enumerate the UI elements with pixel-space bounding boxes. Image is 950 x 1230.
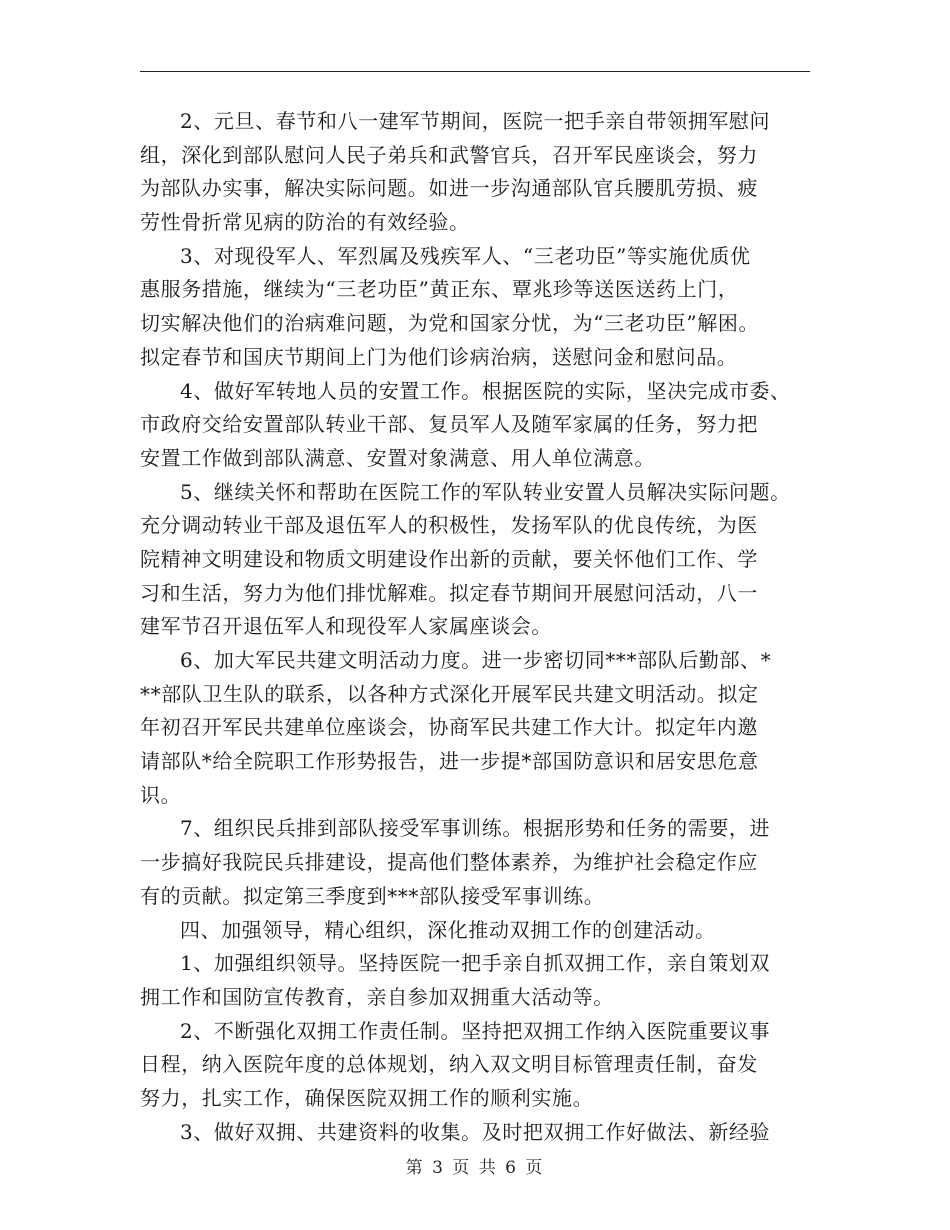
document-body [140,105,820,1149]
text-line: 3、对现役军人、军烈属及残疾军人、“三老功臣”等实施优质优 [180,243,751,268]
text-line: 劳性骨折常见病的防治的有效经验。 [140,210,470,235]
text-line: 1、加强组织领导。坚持医院一把手亲自抓双拥工作，亲自策划双 [180,951,771,976]
text-line: 惠服务措施，继续为“三老功臣”黄正东、覃兆珍等送医送药上门， [140,277,739,302]
text-line: 6、加大军民共建文明活动力度。进一步密切同***部队后勤部、* [180,648,772,672]
text-line: 院精神文明建设和物质文明建设作出新的贡献，要关怀他们工作、学 [140,546,758,571]
text-line: 组，深化到部队慰问人民子弟兵和武警官兵，召开军民座谈会，努力 [140,142,758,167]
text-line: 切实解决他们的治病难问题，为党和国家分忧，为“三老功臣”解困。 [140,311,760,336]
text-line: 日程，纳入医院年度的总体规划，纳入双文明目标管理责任制，奋发 [140,1052,758,1077]
text-line: 建军节召开退伍军人和现役军人家属座谈会。 [140,614,552,639]
text-line: 市政府交给安置部队转业干部、复员军人及随军家属的任务，努力把 [140,412,758,437]
text-line: 拥工作和国防宣传教育，亲自参加双拥重大活动等。 [140,984,614,1009]
text-line: 3、做好双拥、共建资料的收集。及时把双拥工作好做法、新经验 [180,1119,771,1144]
text-line: 识。 [140,782,182,807]
text-line: 为部队办实事，解决实际问题。如进一步沟通部队官兵腰肌劳损、疲 [140,176,758,201]
text-line: 4、做好军转地人员的安置工作。根据医院的实际，坚决完成市委、 [180,378,791,403]
text-line: **部队卫生队的联系，以各种方式深化开展军民共建文明活动。拟定 [140,681,759,706]
text-line: 努力，扎实工作，确保医院双拥工作的顺利实施。 [140,1085,594,1110]
text-line: 请部队*给全院职工作形势报告，进一步提*部国防意识和居安思危意 [140,749,759,774]
text-line: 7、组织民兵排到部队接受军事训练。根据形势和任务的需要，进 [180,816,771,841]
text-line: 5、继续关怀和帮助在医院工作的军队转业安置人员解决实际问题。 [180,479,791,504]
text-line: 安置工作做到部队满意、安置对象满意、用人单位满意。 [140,445,655,470]
text-line: 习和生活，努力为他们排忧解难。拟定春节期间开展慰问活动，八一 [140,580,758,605]
text-line: 2、元旦、春节和八一建军节期间，医院一把手亲自带领拥军慰问 [180,109,771,133]
text-line: 四、加强领导，精心组织，深化推动双拥工作的创建活动。 [180,917,716,942]
header-rule [140,71,810,72]
page-footer: 第 3 页 共 6 页 [405,1158,545,1178]
text-line: 有的贡献。拟定第三季度到***部队接受军事训练。 [140,883,605,908]
text-line: 充分调动转业干部及退伍军人的积极性，发扬军队的优良传统，为医 [140,513,758,538]
text-line: 年初召开军民共建单位座谈会，协商军民共建工作大计。拟定年内邀 [140,715,758,740]
text-line: 2、不断强化双拥工作责任制。坚持把双拥工作纳入医院重要议事 [180,1018,771,1043]
text-line: 一步搞好我院民兵排建设，提高他们整体素养，为维护社会稳定作应 [140,850,758,875]
text-line: 拟定春节和国庆节期间上门为他们诊病治病，送慰问金和慰问品。 [140,344,738,369]
